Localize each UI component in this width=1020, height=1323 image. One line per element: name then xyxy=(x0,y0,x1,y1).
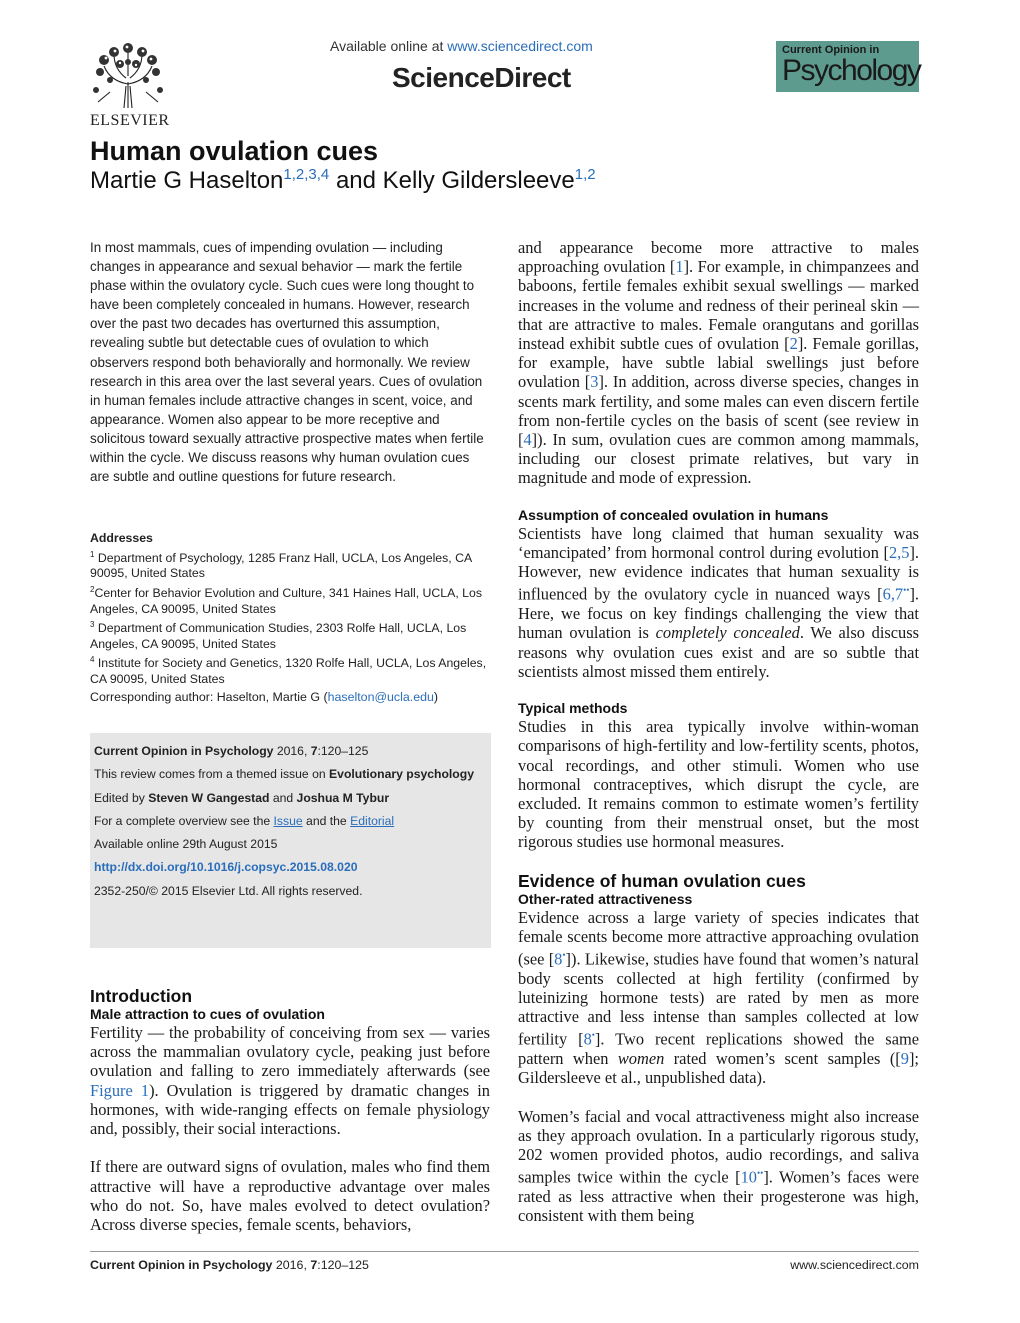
platform-logo: ScienceDirect xyxy=(392,62,571,93)
other-rated-heading: Other-rated attractiveness xyxy=(518,890,693,907)
evidence-heading: Evidence of human ovulation cues xyxy=(518,870,806,891)
paragraph: Fertility — the probability of conceiving from sex — varies across the mammalian ovulatory cycle, peaking just before ovulation and falling to zero immediately afterwards (see Figure 1). Ovulation is triggered by dramatic changes in hormones, with wide-ranging effects on female physiology and, possibly, their social interactions. xyxy=(90,1023,490,1139)
availability-line xyxy=(330,38,593,54)
reference-link[interactable]: 9 xyxy=(900,1049,909,1069)
reference-link[interactable]: 10 xyxy=(740,1167,757,1187)
paragraph: and appearance become more attractive to males approaching ovulation [1]. For example, in chimpanzees and baboons, fertile females exhibit sexual swellings — marked increases in the volume and redness of their perineal skin — that are attractive to males. Female orangutans and gorillas instead exhibit subtle cues of ovulation [2]. Female gorillas, for example, have subtle labial swellings just before ovulation [3]. In addition, across diverse species, changes in scents mark fertility, and some males can even discern fertile from non-fertile cycles on the basis of scent (see review in [4]). In sum, ovulation cues are common among mammals, including our closest primate relatives, but vary in magnitude and mode of expression. xyxy=(518,238,919,488)
paragraph: Studies in this area typically involve within-woman comparisons of high-fertility and low-fertility scents, photos, vocal recordings, and other stimuli. Women who use hormonal contraceptives, which disrupt the cycle, are excluded. It remains common to estimate women’s fertility by counting from their menstrual onset, but the most rigorous studies use hormonal measures. xyxy=(518,717,919,852)
journal-badge-bottom: Psychology xyxy=(782,54,921,87)
abstract: In most mammals, cues of impending ovulation — including changes in appearance and sexual behavior — mark the fertile phase within the ovulatory cycle. Such cues were long thought to have been completely concealed in humans. However, research over the past two decades has overturned this assumption, revealing subtle but detectable cues of ovulation to which observers respond both behaviorally and hormonally. We review research in this area over the last several years. Cues of ovulation in human females include attractive changes in scent, voice, and appearance. Women also appear to be more receptive and solicitous toward sexually attractive prospective mates when fertile within the cycle. We discuss reasons why human ovulation cues are subtle and outline questions for future research. xyxy=(90,240,484,485)
corresponding-author: Corresponding author: Haselton, Martie G (haselton@ucla.edu) xyxy=(90,690,439,704)
article-info-box xyxy=(90,733,491,948)
editorial-link[interactable]: Editorial xyxy=(350,813,395,828)
sciencedirect-link[interactable]: www.sciencedirect.com xyxy=(447,38,593,54)
footer-citation: Current Opinion in Psychology 2016, 7:120–125 xyxy=(90,1258,369,1272)
introduction-heading: Introduction xyxy=(90,986,193,1006)
doi-link[interactable]: http://dx.doi.org/10.1016/j.copsyc.2015.08.020 xyxy=(94,860,358,875)
address-item: $^1$ Department of Psychology, 1285 Franz Hall, UCLA, Los Angeles, CA 90095, United States xyxy=(90,549,472,581)
issue-link[interactable]: Issue xyxy=(273,813,303,828)
info-available-line: Available online 29th August 2015 xyxy=(94,837,278,852)
author-2: Kelly Gildersleeve xyxy=(382,167,575,194)
author-conjunction: and xyxy=(329,167,383,194)
author-line xyxy=(90,166,596,195)
paragraph: Women’s facial and vocal attractiveness might also increase as they approach ovulation. In a particularly rigorous study, 202 women provided photos, audio recordings, and saliva samples twice within the cycle [10••]. Women’s faces were rated as less attractive when their progesterone was high, consistent with them being xyxy=(518,1106,919,1226)
author-1: Martie G Haselton xyxy=(90,167,284,194)
footer-divider xyxy=(90,1251,919,1252)
addresses xyxy=(90,531,494,688)
reference-link[interactable]: 8 xyxy=(583,1029,592,1049)
concealed-ovulation-heading: Assumption of concealed ovulation in humans xyxy=(518,506,829,523)
publisher-name: ELSEVIER xyxy=(90,112,170,129)
reference-link[interactable]: 3 xyxy=(590,372,599,392)
author-1-affiliations[interactable]: 1,2,3,4 xyxy=(283,166,330,183)
address-item: $^3$ Department of Communication Studies, 2303 Rolfe Hall, UCLA, Los Angeles, CA 90095, United States xyxy=(90,620,467,651)
author-2-affiliations[interactable]: 1,2 xyxy=(574,166,596,183)
footer-url[interactable]: www.sciencedirect.com xyxy=(790,1258,919,1272)
info-copyright-line: 2352-250/© 2015 Elsevier Ltd. All rights reserved. xyxy=(94,883,363,898)
address-item: $^4$ Institute for Society and Genetics, 1320 Rolfe Hall, UCLA, Los Angeles, CA 90095, United States xyxy=(90,655,487,687)
journal-badge-top: Current Opinion in xyxy=(782,44,880,56)
reference-link[interactable]: 8 xyxy=(554,949,563,969)
paragraph: Evidence across a large variety of species indicates that female scents become more attractive approaching ovulation (see [8•]). Likewise, studies have found that women’s natural body scents collected at high fertility (confirmed by luteinizing hormone tests) are rated by men as more attractive and less intense than samples collected at low fertility [8•]. Two recent replications showed the same pattern when women rated women’s scent samples ([9]; Gildersleeve et al., unpublished data). xyxy=(518,907,919,1088)
address-item: $^2$Center for Behavior Evolution and Culture, 341 Haines Hall, UCLA, Los Angeles, CA 90095, United States xyxy=(90,584,483,616)
reference-link[interactable]: 6,7 xyxy=(882,584,904,604)
left-body-column xyxy=(90,986,490,1253)
info-journal-line: Current Opinion in Psychology 2016, 7:120–125 xyxy=(94,744,369,758)
reference-link[interactable]: 2 xyxy=(789,334,798,354)
reference-link[interactable]: 1 xyxy=(675,257,684,277)
reference-link[interactable]: 4 xyxy=(523,430,532,450)
addresses-heading: Addresses xyxy=(90,531,153,545)
info-theme-line: This review comes from a themed issue on Evolutionary psychology xyxy=(94,767,474,782)
corresponding-email-link[interactable]: haselton@ucla.edu xyxy=(327,690,434,704)
male-attraction-heading: Male attraction to cues of ovulation xyxy=(90,1006,325,1022)
typical-methods-heading: Typical methods xyxy=(518,700,628,717)
available-prefix: Available online at xyxy=(330,38,448,54)
elsevier-tree-icon xyxy=(90,42,166,110)
info-editors-line: Edited by Steven W Gangestad and Joshua M Tybur xyxy=(94,790,390,805)
info-overview-line: For a complete overview see the Issue and the Editorial xyxy=(94,813,395,828)
right-body-column xyxy=(518,238,919,1245)
reference-link[interactable]: 2,5 xyxy=(888,543,910,563)
paragraph: If there are outward signs of ovulation, males who find them attractive will have a reproductive advantage over males who do not. So, have males evolved to detect ovulation? Across diverse species, female scents, behaviors, xyxy=(90,1157,490,1235)
paragraph: Scientists have long claimed that human sexuality was ‘emancipated’ from hormonal control during evolution [2,5]. However, new evidence indicates that human sexuality is influenced by the ovulatory cycle in nuanced ways [6,7••]. Here, we focus on key findings challenging the view that human ovulation is completely concealed. We also discuss reasons why ovulation cues exist and are so subtle that scientists almost missed them entirely. xyxy=(518,523,919,681)
article-title: Human ovulation cues xyxy=(90,136,379,166)
elsevier-logo xyxy=(90,42,170,130)
info-doi-line xyxy=(94,856,487,879)
figure-1-link[interactable]: Figure 1 xyxy=(90,1080,150,1100)
journal-badge xyxy=(776,41,919,92)
